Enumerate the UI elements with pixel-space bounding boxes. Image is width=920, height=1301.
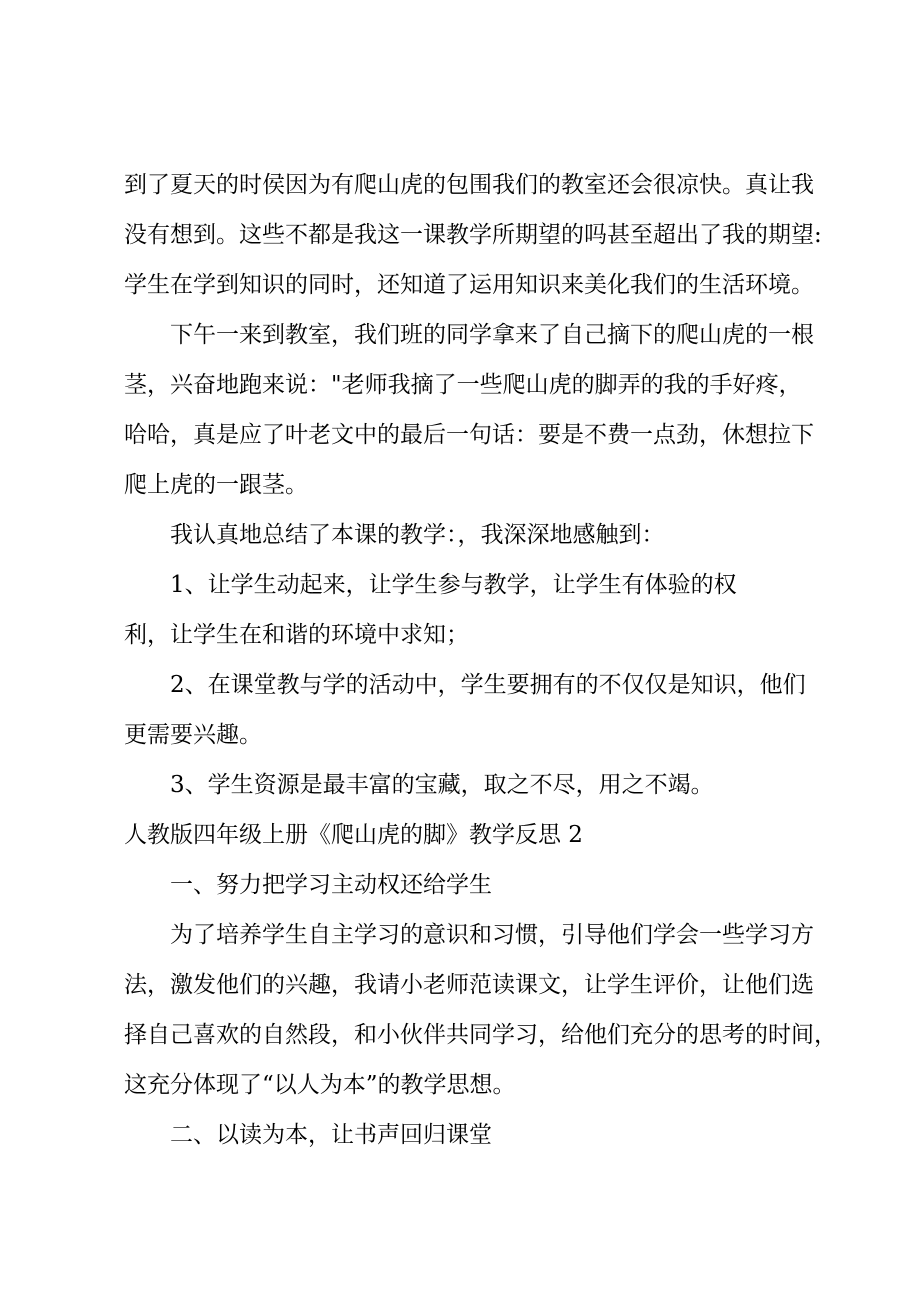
- text-line-6: 哈哈，真是应了叶老文中的最后一句话：要是不费一点劲，休想拉下: [124, 422, 814, 448]
- text-line-17: 法，激发他们的兴趣，我请小老师范读课文，让学生评价，让他们选: [124, 972, 814, 998]
- text-line-1: 到了夏天的时侯因为有爬山虎的包围我们的教室还会很凉快。真让我: [124, 172, 814, 198]
- text-line-18: 择自己喜欢的自然段，和小伙伴共同学习，给他们充分的思考的时间，: [124, 1022, 837, 1048]
- text-line-7: 爬上虎的一跟茎。: [124, 472, 308, 498]
- text-line-8: 我认真地总结了本课的教学：，我深深地感触到：: [170, 522, 665, 548]
- text-line-4: 下午一来到教室，我们班的同学拿来了自己摘下的爬山虎的一根: [170, 322, 814, 348]
- list-item-3: 3、学生资源是最丰富的宝藏，取之不尽，用之不竭。: [170, 772, 714, 798]
- text-line-16: 为了培养学生自主学习的意识和习惯，引导他们学会一些学习方: [170, 922, 814, 948]
- list-item-2-line-1: 2、在课堂教与学的活动中，学生要拥有的不仅仅是知识，他们: [170, 672, 806, 698]
- list-item-1-line-2: 利，让学生在和谐的环境中求知；: [124, 622, 469, 648]
- section-title: 人教版四年级上册《爬山虎的脚》教学反思 2: [124, 822, 583, 848]
- subheading-1: 一、努力把学习主动权还给学生: [170, 872, 492, 898]
- subheading-2: 二、以读为本，让书声回归课堂: [170, 1122, 492, 1148]
- text-line-3: 学生在学到知识的同时，还知道了运用知识来美化我们的生活环境。: [124, 272, 814, 298]
- text-line-19: 这充分体现了“以人为本”的教学思想。: [124, 1072, 516, 1098]
- list-item-1-line-1: 1、让学生动起来，让学生参与教学，让学生有体验的权: [170, 572, 737, 598]
- text-line-2: 没有想到。这些不都是我这一课教学所期望的吗甚至超出了我的期望:: [124, 222, 822, 248]
- list-item-2-line-2: 更需要兴趣。: [124, 722, 262, 748]
- text-line-5: 茎，兴奋地跑来说："老师我摘了一些爬山虎的脚弄的我的手好疼，: [124, 372, 802, 398]
